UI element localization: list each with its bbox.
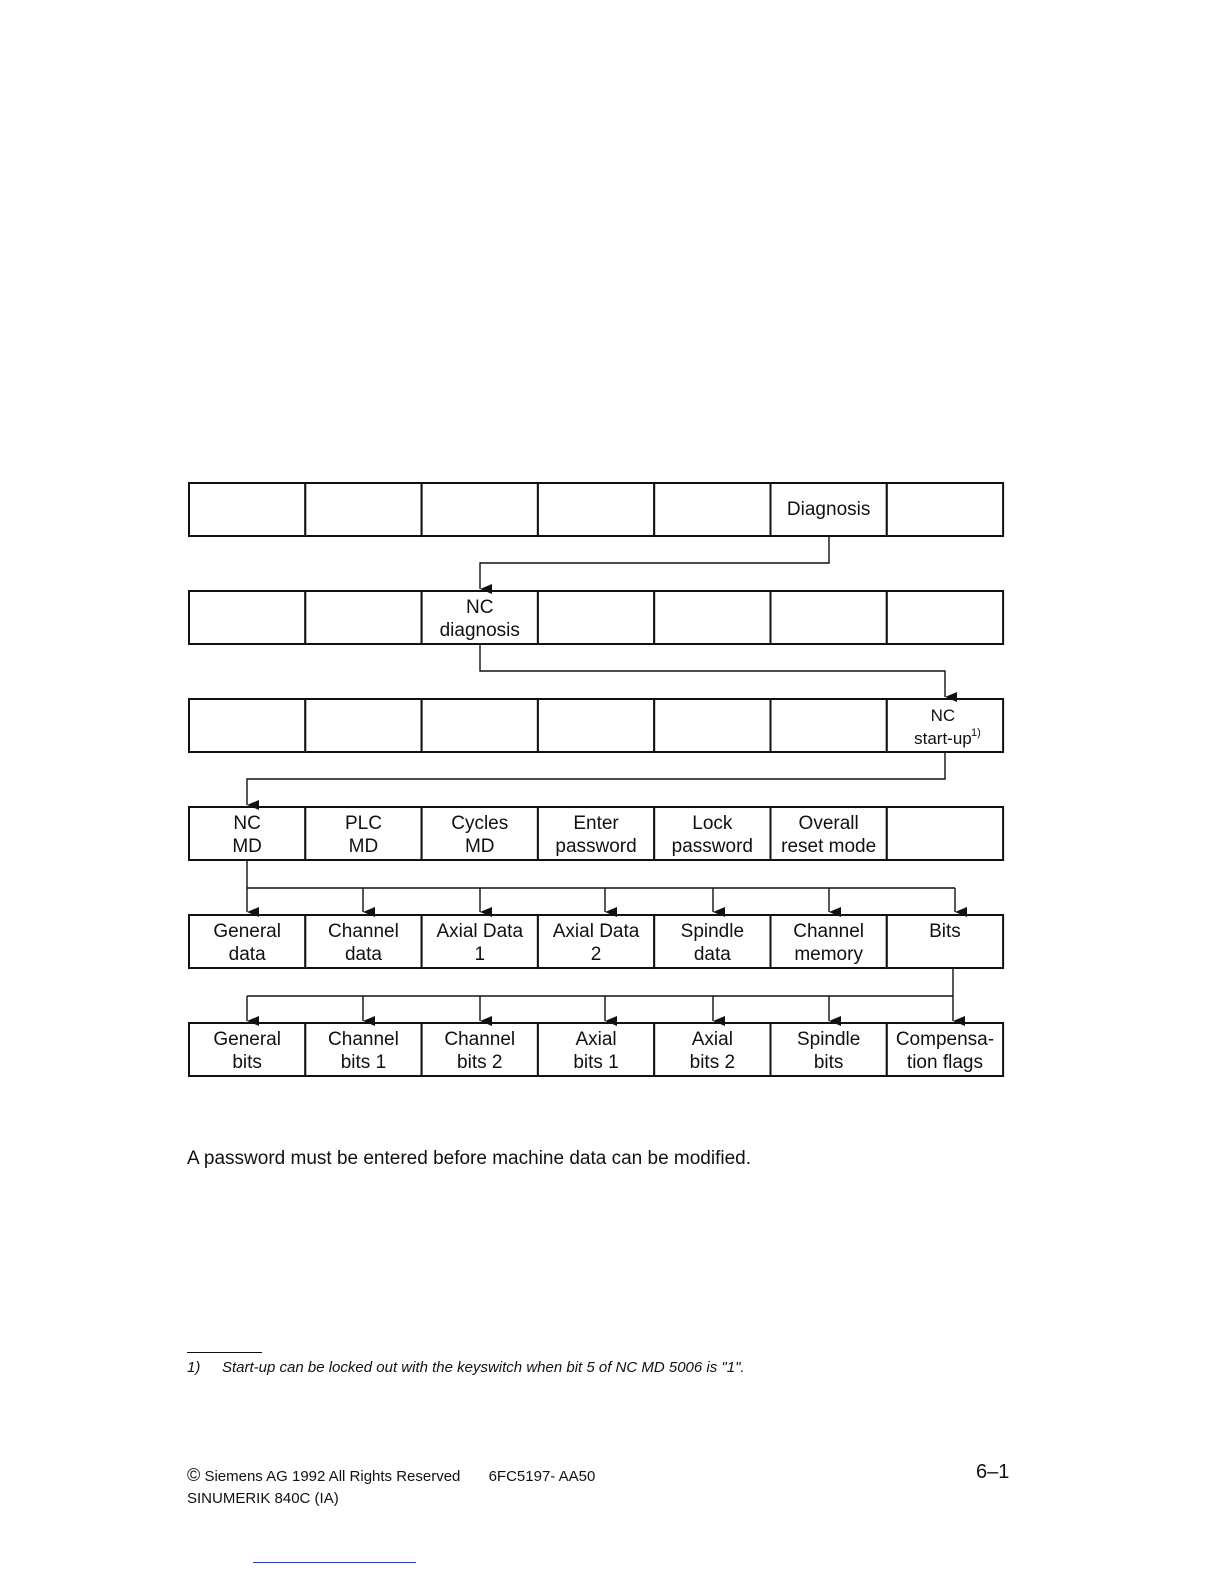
softkey-label: Axial Data: [436, 921, 524, 942]
softkey-label: General: [213, 921, 281, 942]
softkey-label: bits 1: [573, 1052, 619, 1073]
softkey-box: [654, 699, 770, 752]
copyright-text: Siemens AG 1992 All Rights Reserved: [204, 1468, 461, 1485]
softkey-label: MD: [232, 836, 262, 857]
softkeys-main-row: [189, 483, 1003, 536]
softkey-box: [538, 699, 654, 752]
softkey-label: data: [344, 944, 382, 965]
softkey-label: Enter: [573, 813, 619, 834]
softkey-label: Channel: [328, 921, 399, 942]
softkey-box: [305, 483, 421, 536]
product-name: SINUMERIK 840C (IA): [187, 1490, 339, 1507]
softkeys-diagnosis-row: [189, 591, 1003, 644]
footnote-divider: [187, 1352, 262, 1353]
softkeys-nc-diagnosis-row: [189, 699, 1003, 752]
softkey-box: [654, 483, 770, 536]
softkey-label: Lock: [692, 813, 733, 834]
softkey-label: bits 2: [689, 1052, 736, 1073]
connector-arrow: [247, 753, 945, 805]
softkey-label: Spindle: [680, 921, 745, 942]
softkey-label: Axial: [575, 1029, 617, 1050]
footnote-reference: 1): [971, 727, 981, 739]
softkey-box: [654, 591, 770, 644]
softkey-label: start-up: [914, 729, 972, 748]
softkey-label: bits: [232, 1052, 262, 1073]
softkey-box: [887, 807, 1003, 860]
softkey-label: NC: [233, 813, 261, 834]
softkey-box: [189, 483, 305, 536]
softkey-label: 1: [474, 944, 486, 965]
softkey-box: [771, 591, 887, 644]
softkey-box: [422, 699, 538, 752]
softkey-label: Axial Data: [552, 921, 640, 942]
softkey-box: [189, 699, 305, 752]
softkey-label: diagnosis: [439, 620, 520, 641]
footnote-text: Start-up can be locked out with the keyswitch when bit 5 of NC MD 5006 is "1".: [222, 1359, 745, 1376]
softkey-box: [538, 591, 654, 644]
softkey-label: General: [213, 1029, 281, 1050]
page-footer: [187, 1464, 595, 1510]
softkey-label: bits: [813, 1052, 844, 1073]
softkey-box: [887, 483, 1003, 536]
softkey-label: NC: [466, 597, 494, 618]
page-number: 6–1: [976, 1461, 1010, 1483]
softkey-label: PLC: [344, 813, 382, 834]
softkey-label: Cycles: [451, 813, 509, 834]
softkey-box: [422, 483, 538, 536]
link-underline: [253, 1562, 416, 1563]
softkey-label: 2: [590, 944, 602, 965]
softkey-box: [189, 591, 305, 644]
softkey-label: memory: [794, 944, 863, 965]
softkey-label: bits 2: [457, 1052, 503, 1073]
connector-arrow: [480, 645, 945, 697]
footnote: [187, 1359, 745, 1376]
softkey-label: MD: [464, 836, 495, 857]
softkey-label: bits 1: [340, 1052, 387, 1073]
softkey-label: Channel: [328, 1029, 399, 1050]
softkey-label: Axial: [691, 1029, 733, 1050]
copyright-icon: ©: [187, 1465, 201, 1485]
softkey-label: Compensa-: [895, 1029, 995, 1050]
softkey-box: [305, 591, 421, 644]
softkey-label: MD: [348, 836, 379, 857]
softkey-label: NC: [930, 706, 956, 725]
softkey-label: reset mode: [781, 836, 877, 857]
softkey-box: [538, 483, 654, 536]
softkey-label: data: [693, 944, 731, 965]
softkey-label: tion flags: [906, 1052, 983, 1073]
softkeys-nc-startup-row: [189, 807, 1003, 860]
connector-arrow: [480, 537, 829, 589]
softkey-label: Overall: [798, 813, 859, 834]
softkeys-nc-md-row: [189, 915, 1003, 968]
softkey-label: Diagnosis: [786, 499, 871, 520]
softkey-label: password: [671, 836, 754, 857]
softkey-box: [771, 699, 887, 752]
softkeys-bits-row: [189, 1023, 1003, 1076]
softkey-label: Channel: [793, 921, 865, 942]
softkey-box: [887, 591, 1003, 644]
part-number: 6FC5197- AA50: [488, 1468, 596, 1485]
softkey-label: password: [555, 836, 637, 857]
footnote-mark: 1): [187, 1359, 201, 1376]
softkey-label: Bits: [929, 921, 961, 942]
softkey-label: Channel: [444, 1029, 516, 1050]
softkey-label: data: [228, 944, 266, 965]
softkey-label: Spindle: [796, 1029, 861, 1050]
softkey-box: [305, 699, 421, 752]
body-paragraph: A password must be entered before machine data can be modified.: [187, 1148, 752, 1169]
